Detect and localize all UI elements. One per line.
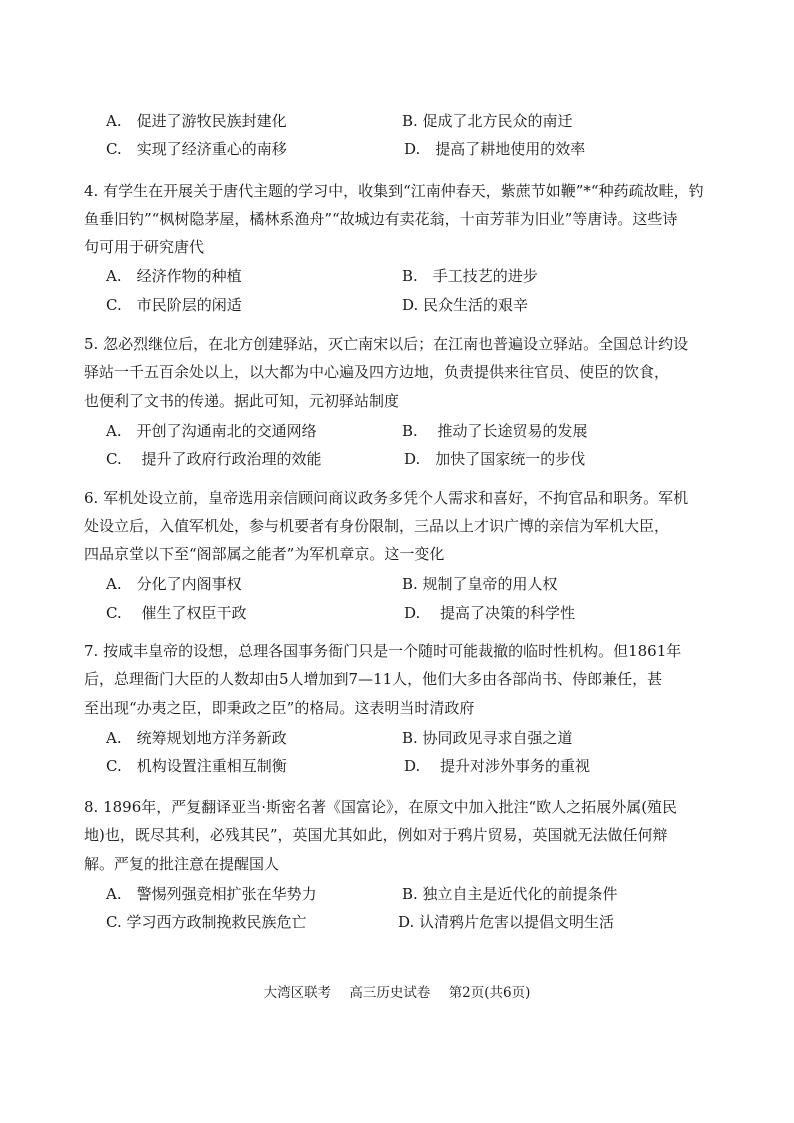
q3-option-a: A. 促进了游牧民族封建化 bbox=[106, 112, 287, 130]
q4-stem-line-3: 句可用于研究唐代 bbox=[84, 238, 205, 256]
footer-exam-name: 大湾区联考 bbox=[263, 985, 332, 1001]
q3-option-c: C. 实现了经济重心的南移 bbox=[106, 140, 287, 158]
q6-option-b: B. 规制了皇帝的用人权 bbox=[402, 575, 558, 593]
q7-option-c: C. 机构设置注重相互制衡 bbox=[106, 757, 287, 775]
q4-stem-line-2: 鱼垂旧钓”“枫树隐茅屋，橘林系渔舟”“故城边有卖花翁，十亩芳菲为旧业”等唐诗。这些诗 bbox=[84, 210, 678, 228]
q8-option-b: B. 独立自主是近代化的前提条件 bbox=[402, 885, 618, 903]
q8-stem-line-3: 解。严复的批注意在提醒国人 bbox=[84, 855, 280, 873]
q5-option-a: A. 开创了沟通南北的交通网络 bbox=[106, 422, 317, 440]
q5-stem-line-2: 驿站一千五百余处以上，以大都为中心遍及四方边地，负责提供来往官员、使臣的饮食， bbox=[84, 363, 670, 381]
q6-option-c: C. 催生了权臣干政 bbox=[106, 604, 247, 622]
q7-stem-line-3: 至出现“办夷之臣，即秉政之臣”的格局。这表明当时清政府 bbox=[84, 699, 475, 717]
q4-stem-line-1: 4. 有学生在开展关于唐代主题的学习中，收集到“江南仲春天，紫蔗节如鞭”*“种药疏故畦，钓 bbox=[84, 182, 704, 200]
q6-stem-line-1: 6. 军机处设立前，皇帝选用亲信顾问商议政务多凭个人需求和喜好，不拘官品和职务。军机 bbox=[84, 489, 689, 507]
q7-stem-line-1: 7. 按咸丰皇帝的设想，总理各国事务衙门只是一个随时可能裁撤的临时性机构。但1861年 bbox=[84, 642, 682, 660]
q4-option-a: A. 经济作物的种植 bbox=[106, 267, 242, 285]
q6-stem-line-2: 处设立后，入值军机处，参与机要者有身份限制，三品以上才识广博的亲信为军机大臣， bbox=[84, 517, 670, 535]
q4-option-c: C. 市民阶层的闲适 bbox=[106, 296, 242, 314]
q8-option-a: A. 警惕列强竞相扩张在华势力 bbox=[106, 885, 317, 903]
q6-option-d: D. 提高了决策的科学性 bbox=[404, 604, 576, 622]
q5-option-b: B. 推动了长途贸易的发展 bbox=[402, 422, 588, 440]
footer-page-number: 第2页(共6页) bbox=[448, 985, 531, 1001]
q7-stem-line-2: 后，总理衙门大臣的人数却由5人增加到7—11人，他们大多由各部尚书、侍郎兼任，甚 bbox=[84, 670, 663, 688]
q5-stem-line-3: 也便利了文书的传递。据此可知，元初驿站制度 bbox=[84, 392, 400, 410]
q7-option-b: B. 协同政见寻求自强之道 bbox=[402, 729, 573, 747]
q6-stem-line-3: 四品京堂以下至“阁部属之能者”为军机章京。这一变化 bbox=[84, 545, 445, 563]
q4-option-d: D. 民众生活的艰辛 bbox=[402, 296, 529, 314]
q6-option-a: A. 分化了内阁事权 bbox=[106, 575, 242, 593]
q4-option-b: B. 手工技艺的进步 bbox=[402, 267, 538, 285]
q5-option-c: C. 提升了政府行政治理的效能 bbox=[106, 450, 322, 468]
q8-option-d: D. 认清鸦片危害以提倡文明生活 bbox=[398, 913, 615, 931]
q8-stem-line-1: 8. 1896年，严复翻译亚当·斯密名著《国富论》，在原文中加入批注“欧人之拓展外属(殖民 bbox=[84, 798, 678, 816]
page-footer bbox=[0, 984, 794, 1002]
q5-stem-line-1: 5. 忽必烈继位后，在北方创建驿站，灭亡南宋以后；在江南也普遍设立驿站。全国总计约设 bbox=[84, 335, 689, 353]
q7-option-d: D. 提升对涉外事务的重视 bbox=[404, 757, 591, 775]
q7-option-a: A. 统筹规划地方洋务新政 bbox=[106, 729, 287, 747]
footer-paper-title: 高三历史试卷 bbox=[349, 985, 431, 1001]
q3-option-d: D. 提高了耕地使用的效率 bbox=[404, 140, 586, 158]
q5-option-d: D. 加快了国家统一的步伐 bbox=[404, 450, 586, 468]
q8-stem-line-2: 地)也，既尽其利，必残其民”，英国尤其如此，例如对于鸦片贸易，英国就无法做任何辩 bbox=[84, 826, 668, 844]
q3-option-b: B. 促成了北方民众的南迁 bbox=[402, 112, 573, 130]
q8-option-c: C. 学习西方政制挽救民族危亡 bbox=[106, 913, 307, 931]
